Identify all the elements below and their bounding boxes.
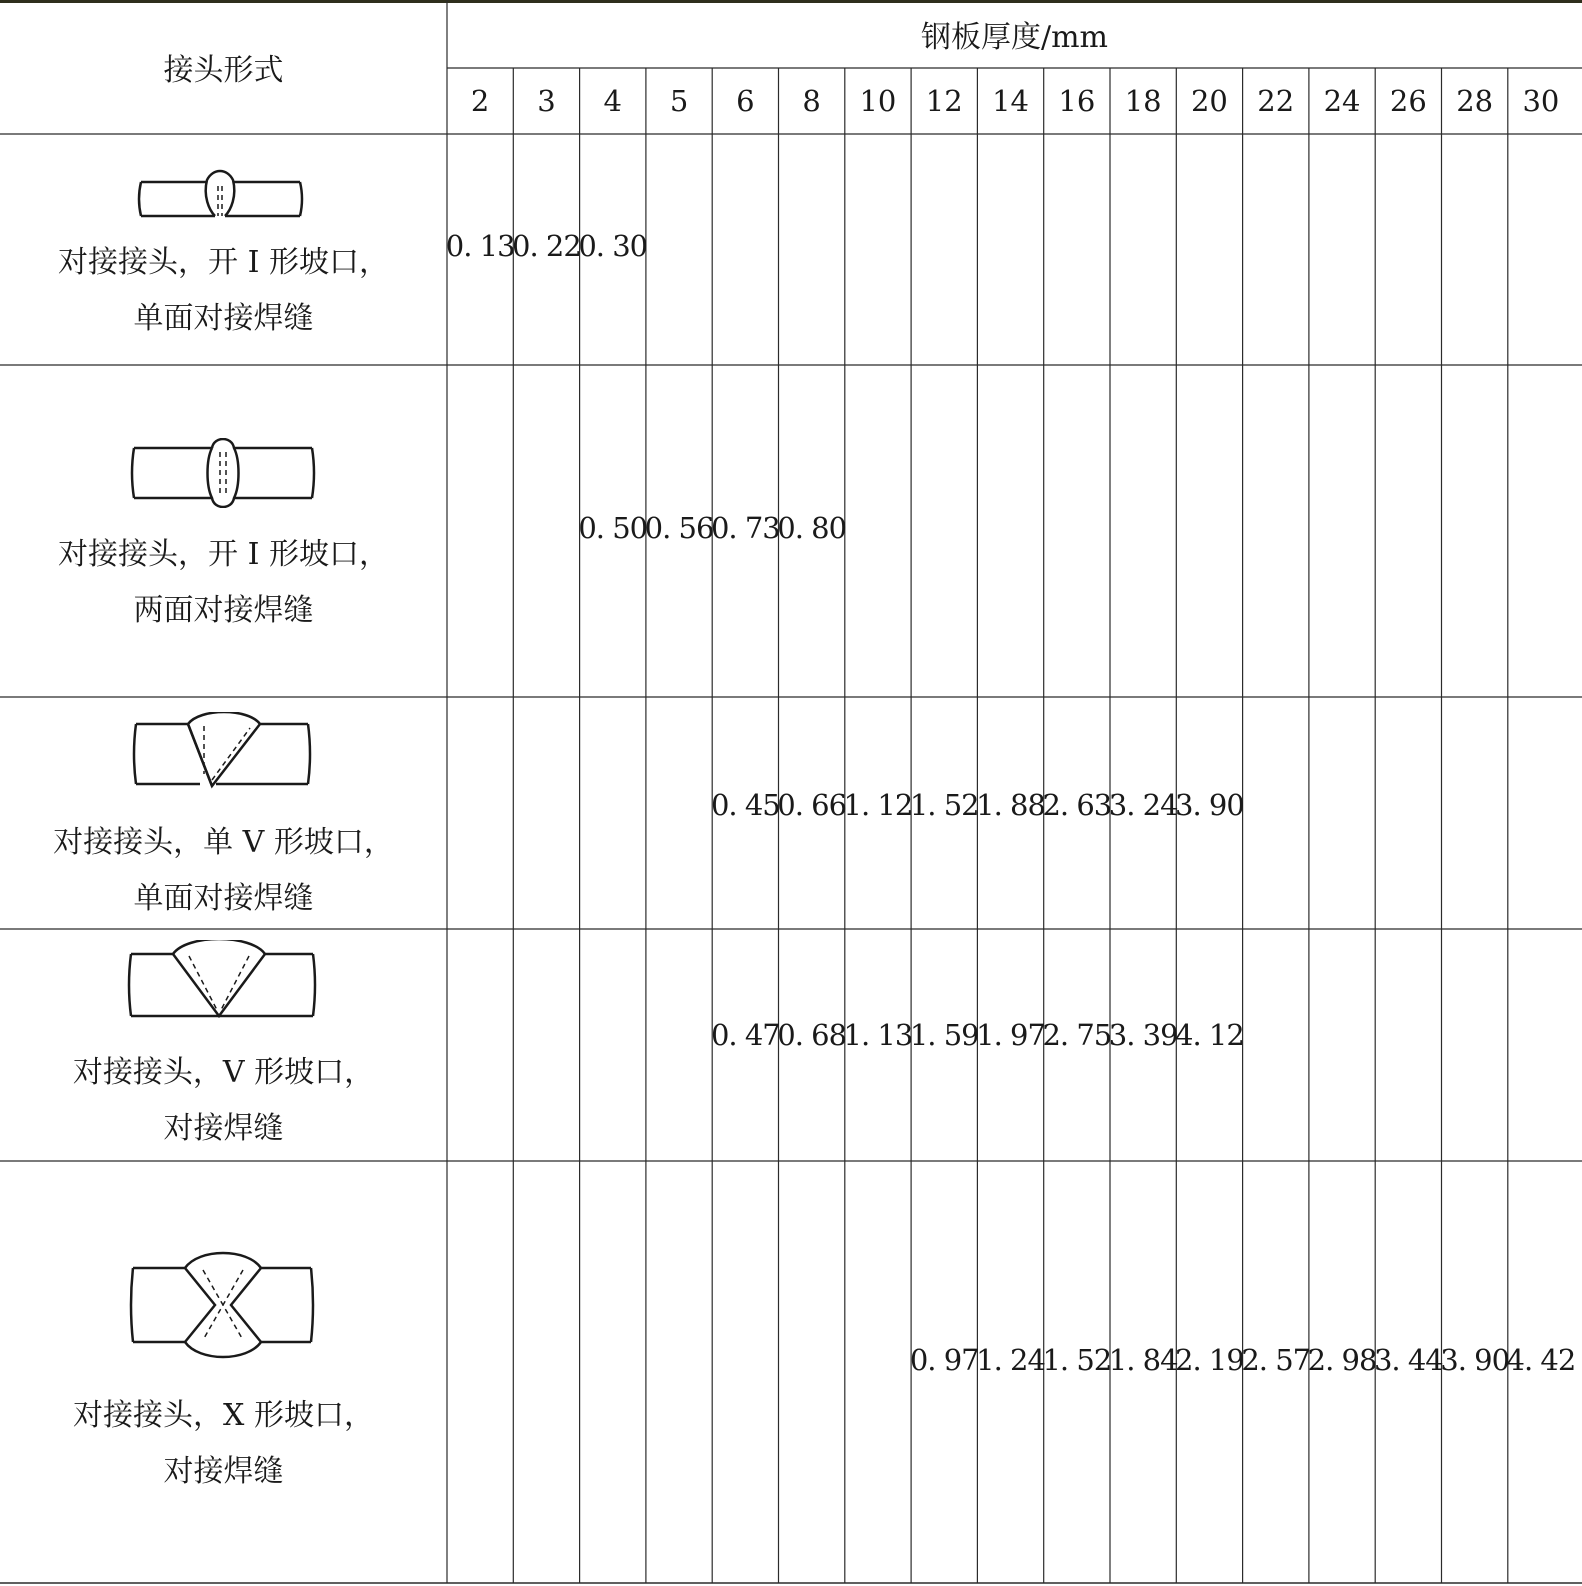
- table-cell-value: 2. 57: [1241, 1343, 1311, 1377]
- table-cell-value: 1. 88: [976, 788, 1045, 822]
- table-cell-value: 0. 45: [710, 788, 780, 822]
- thickness-header-cell: 24: [1323, 84, 1361, 118]
- butt-x-groove-weld-icon: [127, 1250, 317, 1362]
- row-label-line1: 对接接头，V 形坡口，: [72, 1055, 375, 1090]
- table-cell-value: 3. 39: [1108, 1018, 1178, 1052]
- table-cell-value: 0. 50: [578, 511, 648, 545]
- table-cell-value: 3. 24: [1108, 788, 1178, 822]
- butt-i-groove-double-weld-icon: [128, 438, 318, 508]
- table-cell-value: 0. 80: [777, 511, 847, 545]
- table-cell-value: 0. 73: [710, 511, 780, 545]
- header-joint-form: 接头形式: [163, 53, 284, 88]
- table-cell-value: 3. 44: [1373, 1343, 1443, 1377]
- thickness-header-cell: 4: [603, 84, 622, 118]
- table-cell-value: 1. 24: [976, 1343, 1045, 1377]
- row-label-line2: 对接焊缝: [163, 1454, 284, 1489]
- row-label-line2: 对接焊缝: [163, 1111, 284, 1146]
- thickness-header-cell: 22: [1257, 84, 1295, 118]
- table-cell-value: 3. 90: [1440, 1343, 1510, 1377]
- row-label-line2: 两面对接焊缝: [133, 593, 314, 628]
- thickness-header-cell: 2: [470, 84, 490, 118]
- table-cell-value: 0. 66: [777, 788, 847, 822]
- thickness-header-cell: 18: [1124, 84, 1162, 118]
- thickness-header-cell: 14: [992, 84, 1029, 118]
- butt-single-v-groove-weld-icon: [130, 712, 315, 792]
- thickness-header-cell: 3: [537, 84, 556, 118]
- row-label-line1: 对接接头，X 形坡口，: [73, 1398, 374, 1433]
- row-label-line2: 单面对接焊缝: [133, 881, 314, 916]
- thickness-header-cell: 20: [1190, 84, 1228, 118]
- table-cell-value: 0. 47: [710, 1018, 780, 1052]
- table-cell-value: 2. 98: [1307, 1343, 1377, 1377]
- thickness-header-cell: 10: [859, 84, 897, 118]
- table-cell-value: 1. 12: [843, 788, 913, 822]
- table-cell-value: 1. 52: [909, 788, 979, 822]
- thickness-header-cell: 5: [669, 84, 689, 118]
- table-cell-value: 0. 30: [578, 229, 648, 263]
- table-cell-value: 2. 75: [1042, 1018, 1112, 1052]
- table-cell-value: 1. 52: [1042, 1343, 1112, 1377]
- table-cell-value: 1. 97: [976, 1018, 1045, 1052]
- thickness-header-cell: 26: [1389, 84, 1427, 118]
- butt-i-groove-single-weld-icon: [135, 166, 305, 226]
- header-thickness: 钢板厚度/mm: [920, 20, 1108, 55]
- table-cell-value: 4. 12: [1175, 1018, 1244, 1052]
- table-cell-value: 0. 56: [644, 511, 714, 545]
- table-cell-value: 1. 13: [843, 1018, 913, 1052]
- thickness-header-cell: 28: [1456, 84, 1494, 118]
- thickness-header-cell: 12: [925, 84, 963, 118]
- table-cell-value: 4. 42: [1506, 1343, 1576, 1377]
- table-cell-value: 0. 22: [512, 229, 581, 263]
- table-cell-value: 2. 19: [1175, 1343, 1244, 1377]
- table-cell-value: 0. 97: [909, 1343, 979, 1377]
- thickness-header-cell: 6: [736, 84, 755, 118]
- thickness-header-cell: 16: [1058, 84, 1096, 118]
- table-cell-value: 1. 84: [1108, 1343, 1178, 1377]
- row-label-line1: 对接接头，开 I 形坡口，: [58, 245, 389, 280]
- row-label-line1: 对接接头，开 I 形坡口，: [58, 537, 389, 572]
- row-label-line1: 对接接头，单 V 形坡口，: [53, 825, 394, 860]
- butt-v-groove-weld-icon: [125, 940, 320, 1022]
- table-cell-value: 2. 63: [1042, 788, 1112, 822]
- table-cell-value: 0. 68: [777, 1018, 847, 1052]
- thickness-header-cell: 8: [802, 84, 821, 118]
- thickness-header-cell: 30: [1522, 84, 1560, 118]
- row-label-line2: 单面对接焊缝: [133, 301, 314, 336]
- table-cell-value: 3. 90: [1175, 788, 1244, 822]
- table-cell-value: 0. 13: [445, 229, 515, 263]
- table-cell-value: 1. 59: [909, 1018, 979, 1052]
